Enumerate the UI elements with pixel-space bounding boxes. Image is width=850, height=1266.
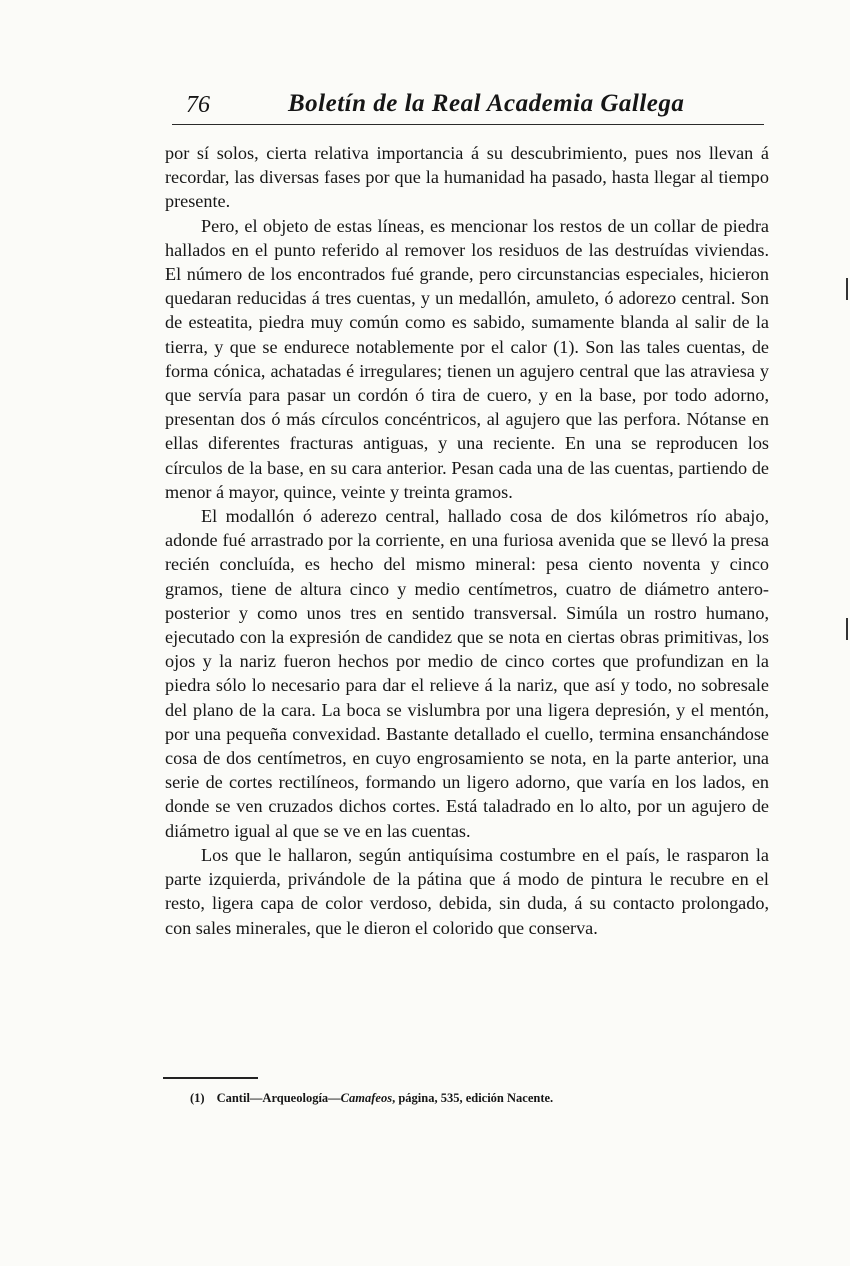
page-number: 76 [186,92,210,118]
paragraph-continued: por sí solos, cierta relativa importancia á su descubrimiento, pues nos llevan á recordar, las diversas fases por que la humanidad ha pasado, hasta llegar al tiempo presente. [165,143,769,212]
paragraph-necklace: Pero, el objeto de estas líneas, es mencionar los restos de un collar de piedra hallados en el punto referido al remover los residuos de las destruídas viviendas. El número de los encontrados fué grande, pero circunstancias especiales, hicieron quedaran reducidas á tres cuentas, y un medallón, amuleto, ó adorezo central. Son de esteatita, piedra muy común como es sabido, sumamente blanda al salir de la tierra, y que se endurece notablemente por el calor (1). Son las tales cuentas, de forma cónica, achatadas é irregulares; tienen un agujero central que las atraviesa y que servía para pasar un cordón ó tira de cuero, y en la base, por todo adorno, presentan dos ó más círculos concéntricos, al agujero que las perfora. Nótanse en ellas diferentes fracturas antiguas, y una reciente. En una se reproducen los círculos de la base, en su cara anterior. Pesan cada una de las cuentas, partiendo de menor á mayor, quince, veinte y treinta gramos. [165,215,769,502]
paragraph-patina: Los que le hallaron, según antiquísima costumbre en el país, le rasparon la parte izquierda, privándole de la pátina que á modo de pintura le recubre en el resto, ligera capa de color verdoso, debida, sin duda, á su contacto prolongado, con sales minerales, que le dieron el colorido que conserva. [165,844,769,938]
margin-mark [846,618,848,640]
footnote-work-title: Camafeos [340,1091,393,1105]
footnote-marker: (1) [190,1091,205,1105]
footnote-divider [163,1077,258,1079]
running-title: Boletín de la Real Academia Gallega [288,90,685,117]
body-text [165,141,769,940]
margin-mark [846,278,848,300]
footnote [190,1091,553,1106]
page-header [172,88,764,125]
footnote-tail: , página, 535, edición Nacente. [392,1091,554,1105]
paragraph-medallion: El modallón ó aderezo central, hallado cosa de dos kilómetros río abajo, adonde fué arrastrado por la corriente, en una furiosa avenida que se llevó la presa recién concluída, es hecho del mismo mineral: pesa ciento noventa y cinco gramos, tiene de altura cinco y medio centímetros, cuatro de diámetro antero-posterior y como unos tres en sentido transversal. Simúla un rostro humano, ejecutado con la expresión de candidez que se nota en ciertas obras primitivas, los ojos y la nariz fueron hechos por medio de cinco cortes que profundizan en la piedra sólo lo necesario para dar el relieve á la nariz, que así y todo, no sobresale del plano de la cara. La boca se vislumbra por una ligera depresión, y el mentón, por una pequeña convexidad. Bastante detallado el cuello, termina ensanchándose cosa de dos centímetros, en cuyo engrosamiento se nota, en la parte anterior, una serie de cortes rectilíneos, formando un ligero adorno, que varía en los lados, en donde se ven cruzados dichos cortes. Está taladrado en lo alto, por un agujero de diámetro igual al que se ve en las cuentas. [165,506,769,841]
footnote-lead: Cantil—Arqueología— [216,1091,341,1105]
